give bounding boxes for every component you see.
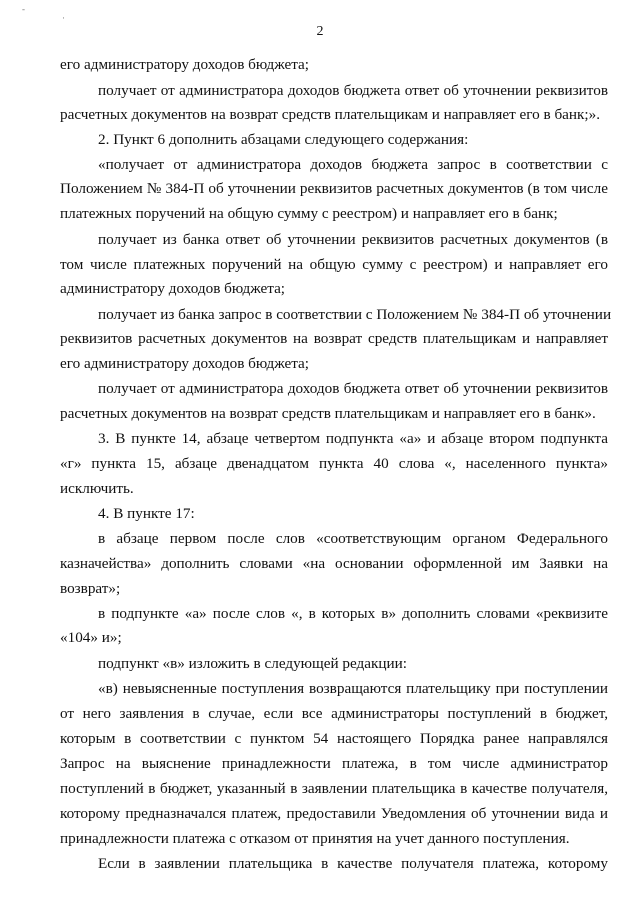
text-line: его администратору доходов бюджета;	[60, 355, 310, 372]
text-line: 4. В пункте 17:	[98, 505, 195, 522]
text-line: платежных поручений на общую сумму с реестром) и направляет его в банк;	[60, 205, 558, 222]
text-line: подпункт «в» изложить в следующей редакции:	[98, 655, 407, 672]
text-line: 2. Пункт 6 дополнить абзацами следующего содержания:	[98, 131, 469, 148]
text-line: исключить.	[60, 480, 134, 497]
text-line: в абзаце первом после слов «соответствующим органом Федерального	[98, 530, 608, 547]
text-line: получает от администратора доходов бюджета ответ об уточнении реквизитов	[98, 380, 608, 397]
text-line: в подпункте «а» после слов «, в которых в» дополнить словами «реквизите	[98, 605, 608, 622]
text-line: том числе платежных поручений на общую сумму с реестром) и направляет его	[60, 256, 608, 273]
text-line: его администратору доходов бюджета;	[60, 56, 310, 73]
text-line: «104» и»;	[60, 629, 122, 646]
text-line: получает из банка запрос в соответствии с Положением № 384-П об уточнении	[98, 306, 612, 323]
text-line: «г» пункта 15, абзаце двенадцатом пункта 40 слова «, населенного пункта»	[60, 455, 608, 472]
text-line: которому предназначался платеж, предоставили Уведомления об уточнении вида и	[60, 805, 608, 822]
page-number: 2	[316, 24, 324, 39]
text-line: администратору доходов бюджета;	[60, 280, 286, 297]
scan-mark: -	[22, 4, 25, 14]
text-line: Положением № 384-П об уточнении реквизитов расчетных документов (в том числе	[60, 180, 608, 197]
text-line: которым в соответствии с пунктом 54 настоящего Порядка ранее направлялся	[60, 730, 608, 747]
text-line: расчетных документов на возврат средств плательщикам и направляет его в банк;».	[60, 106, 601, 123]
scan-mark: ·	[62, 13, 65, 23]
text-line: реквизитов расчетных документов на возврат средств плательщикам и направляет	[60, 330, 608, 347]
text-line: «в) невыясненные поступления возвращаются плательщику при поступлении	[98, 680, 608, 697]
text-line: 3. В пункте 14, абзаце четвертом подпункта «а» и абзаце втором подпункта	[98, 430, 608, 447]
text-line: Если в заявлении плательщика в качестве получателя платежа, которому	[98, 855, 608, 872]
text-line: казначейства» дополнить словами «на основании оформленной им Заявки на	[60, 555, 608, 572]
text-line: возврат»;	[60, 580, 121, 597]
text-line: принадлежности платежа с отказом от принятия на учет данного поступления.	[60, 830, 570, 847]
text-line: получает из банка ответ об уточнении реквизитов расчетных документов (в	[98, 231, 608, 248]
text-line: поступлений в бюджет, указанный в заявлении плательщика в качестве получателя,	[60, 780, 608, 797]
text-line: Запрос на выяснение принадлежности платежа, в том числе администратор	[60, 755, 608, 772]
text-line: «получает от администратора доходов бюджета запрос в соответствии с	[98, 156, 608, 173]
text-line: расчетных документов на возврат средств плательщикам и направляет его в банк».	[60, 405, 596, 422]
text-line: от него заявления в случае, если все администраторы поступлений в бюджет,	[60, 705, 608, 722]
text-line: получает от администратора доходов бюджета ответ об уточнении реквизитов	[98, 82, 608, 99]
